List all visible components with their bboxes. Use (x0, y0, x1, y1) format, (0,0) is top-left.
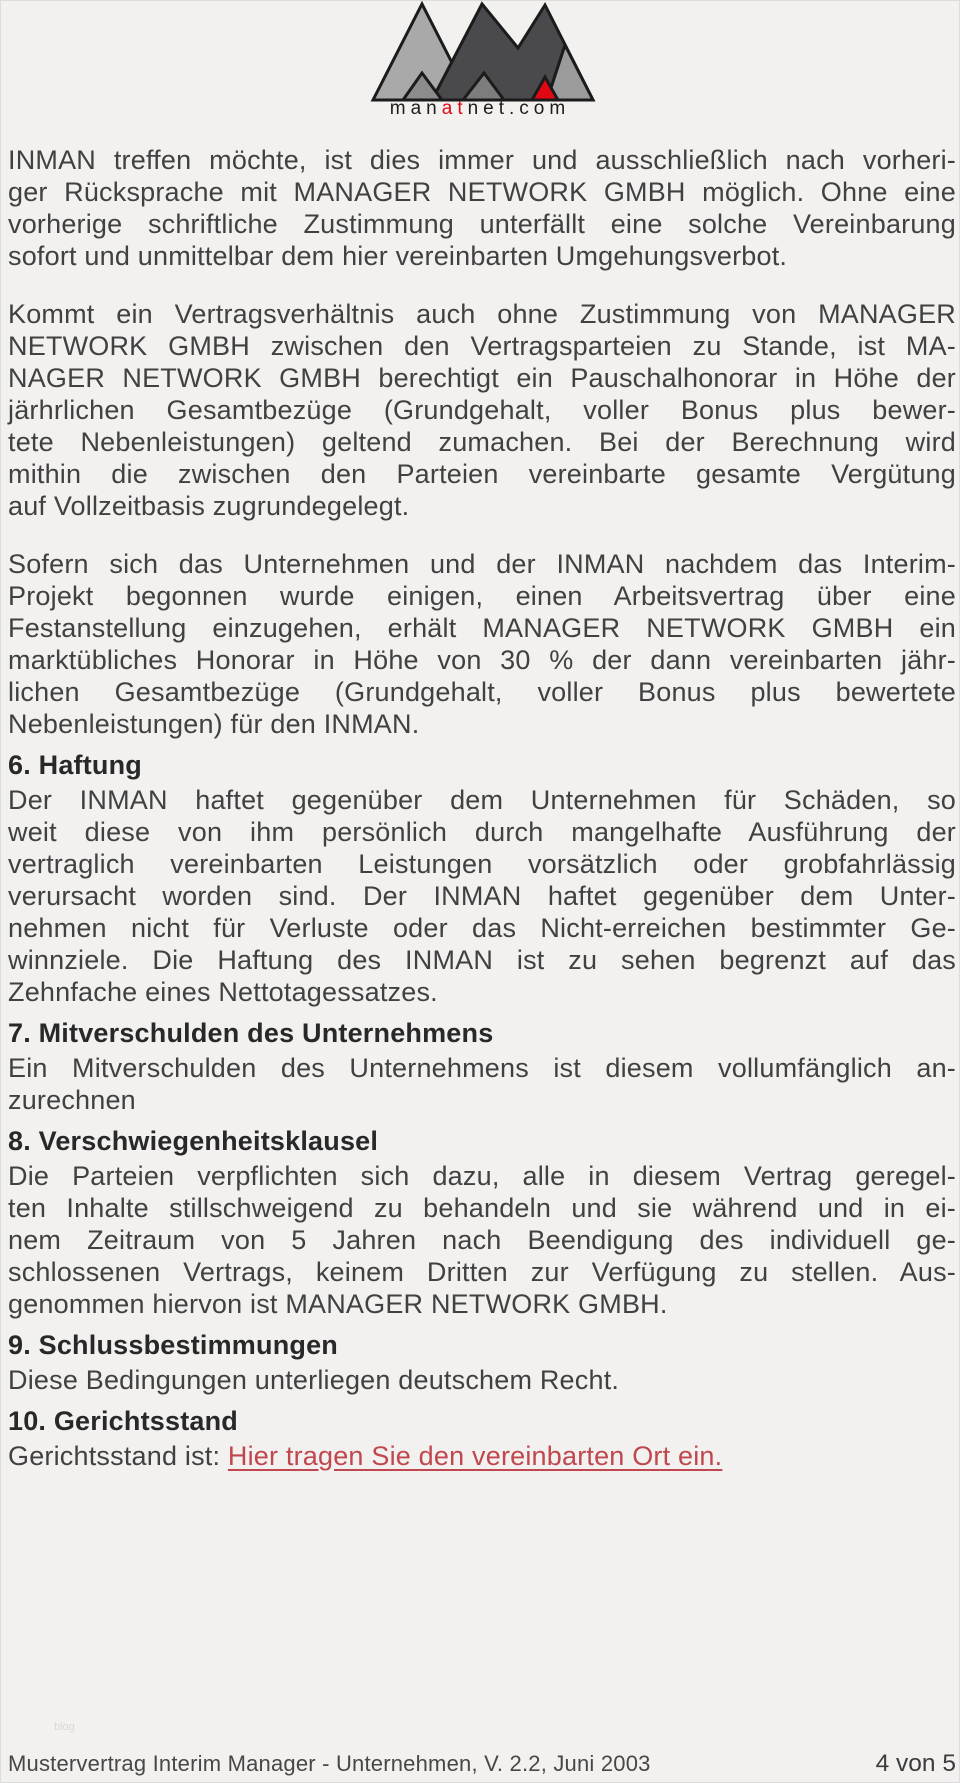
contract-paragraph (8, 1160, 956, 1320)
paragraph-line: weit diese von ihm persönlich durch mangelhafte Ausführung der (8, 817, 956, 847)
paragraph-line: Die Parteien verpflichten sich dazu, alle in diesem Vertrag geregel- (8, 1161, 956, 1191)
paragraph-line: ger Rücksprache mit MANAGER NETWORK GMBH möglich. Ohne eine (8, 177, 956, 207)
contract-paragraph (8, 298, 956, 522)
mountains-logo-icon (1, 1, 960, 103)
paragraph-line: mithin die zwischen den Parteien vereinbarte gesamte Vergütung (8, 459, 956, 489)
paragraph-line: tete Nebenleistungen) geltend zumachen. Bei der Berechnung wird (8, 427, 956, 457)
company-logo (1, 1, 959, 118)
paragraph-line: nehmen nicht für Verluste oder das Nicht-erreichen bestimmter Ge- (8, 913, 956, 943)
paragraph-line: zurechnen (8, 1085, 136, 1115)
paragraph-line: NAGER NETWORK GMBH berechtigt ein Pauschalhonorar in Höhe der (8, 363, 956, 393)
contract-paragraph (8, 548, 956, 740)
paragraph-line: INMAN treffen möchte, ist dies immer und ausschließlich nach vorheri- (8, 145, 956, 175)
paragraph-line: Ein Mitverschulden des Unternehmens ist diesem vollumfänglich an- (8, 1053, 956, 1083)
logo-wordmark (1, 99, 959, 118)
section-heading-9: 9. Schlussbestimmungen (8, 1330, 338, 1360)
section-heading-8: 8. Verschwiegenheitsklausel (8, 1126, 379, 1156)
paragraph-line: Zehnfache eines Nettotagessatzes. (8, 977, 438, 1007)
section-heading-6: 6. Haftung (8, 750, 142, 780)
paragraph-line: schlossenen Vertrags, keinem Dritten zur Verfügung zu stellen. Aus- (8, 1257, 956, 1287)
paragraph-line: Diese Bedingungen unterliegen deutschem Recht. (8, 1365, 620, 1395)
paragraph-line: winnziele. Die Haftung des INMAN ist zu sehen begrenzt auf das (8, 945, 956, 975)
paragraph-line: Nebenleistungen) für den INMAN. (8, 709, 420, 739)
paragraph-line: verursacht worden sind. Der INMAN haftet gegenüber dem Unter- (8, 881, 956, 911)
contract-paragraph (8, 1052, 956, 1116)
paragraph-line: Projekt begonnen wurde einigen, einen Arbeitsvertrag über eine (8, 581, 956, 611)
contract-paragraph (8, 1364, 956, 1396)
section-heading-10: 10. Gerichtsstand (8, 1406, 238, 1436)
paragraph-line: sofort und unmittelbar dem hier vereinbarten Umgehungsverbot. (8, 241, 788, 271)
paragraph-line: vertraglich vereinbarten Leistungen vorsätzlich oder grobfahrlässig (8, 849, 956, 879)
footer-document-title: Mustervertrag Interim Manager - Unternehmen, V. 2.2, Juni 2003 (8, 1751, 651, 1776)
paragraph-line: Festanstellung einzugehen, erhält MANAGER NETWORK GMBH ein (8, 613, 956, 643)
wordmark-accent: at (441, 98, 468, 119)
paragraph-line: Sofern sich das Unternehmen und der INMAN nachdem das Interim- (8, 549, 956, 579)
paragraph-line: vorherige schriftliche Zustimmung unterfällt eine solche Vereinbarung (8, 209, 956, 239)
paragraph-line: lichen Gesamtbezüge (Grundgehalt, voller Bonus plus bewertete (8, 677, 956, 707)
wordmark-pre: man (389, 98, 442, 119)
paragraph-line: Kommt ein Vertragsverhältnis auch ohne Zustimmung von MANAGER (8, 299, 956, 329)
contract-paragraph (8, 144, 956, 272)
paragraph-line: NETWORK GMBH zwischen den Vertragsparteien zu Stande, ist MA- (8, 331, 956, 361)
gerichtsstand-paragraph (8, 1440, 956, 1472)
section-heading-7: 7. Mitverschulden des Unternehmens (8, 1018, 494, 1048)
page-footer (8, 1750, 956, 1778)
paragraph-line: marktübliches Honorar in Höhe von 30 % der dann vereinbarten jähr- (8, 645, 956, 675)
contract-body (1, 118, 959, 1472)
paragraph-line: Der INMAN haftet gegenüber dem Unternehmen für Schäden, so (8, 785, 956, 815)
wordmark-post: net.com (467, 98, 571, 119)
paragraph-line: ten Inhalte stillschweigend zu behandeln und sie während und in ei- (8, 1193, 956, 1223)
gerichtsstand-line (8, 1440, 956, 1472)
paragraph-line: genommen hiervon ist MANAGER NETWORK GMBH. (8, 1289, 668, 1319)
watermark-text: blog (54, 1721, 75, 1733)
contract-paragraph (8, 784, 956, 1008)
paragraph-line: järhrlichen Gesamtbezüge (Grundgehalt, voller Bonus plus bewer- (8, 395, 956, 425)
gerichtsstand-placeholder: Hier tragen Sie den vereinbarten Ort ein. (227, 1441, 723, 1471)
paragraph-line: nem Zeitraum von 5 Jahren nach Beendigung des individuell ge- (8, 1225, 956, 1255)
gerichtsstand-label: Gerichtsstand ist: (8, 1441, 228, 1471)
footer-page-number: 4 von 5 (875, 1750, 956, 1777)
paragraph-line: auf Vollzeitbasis zugrundegelegt. (8, 491, 410, 521)
